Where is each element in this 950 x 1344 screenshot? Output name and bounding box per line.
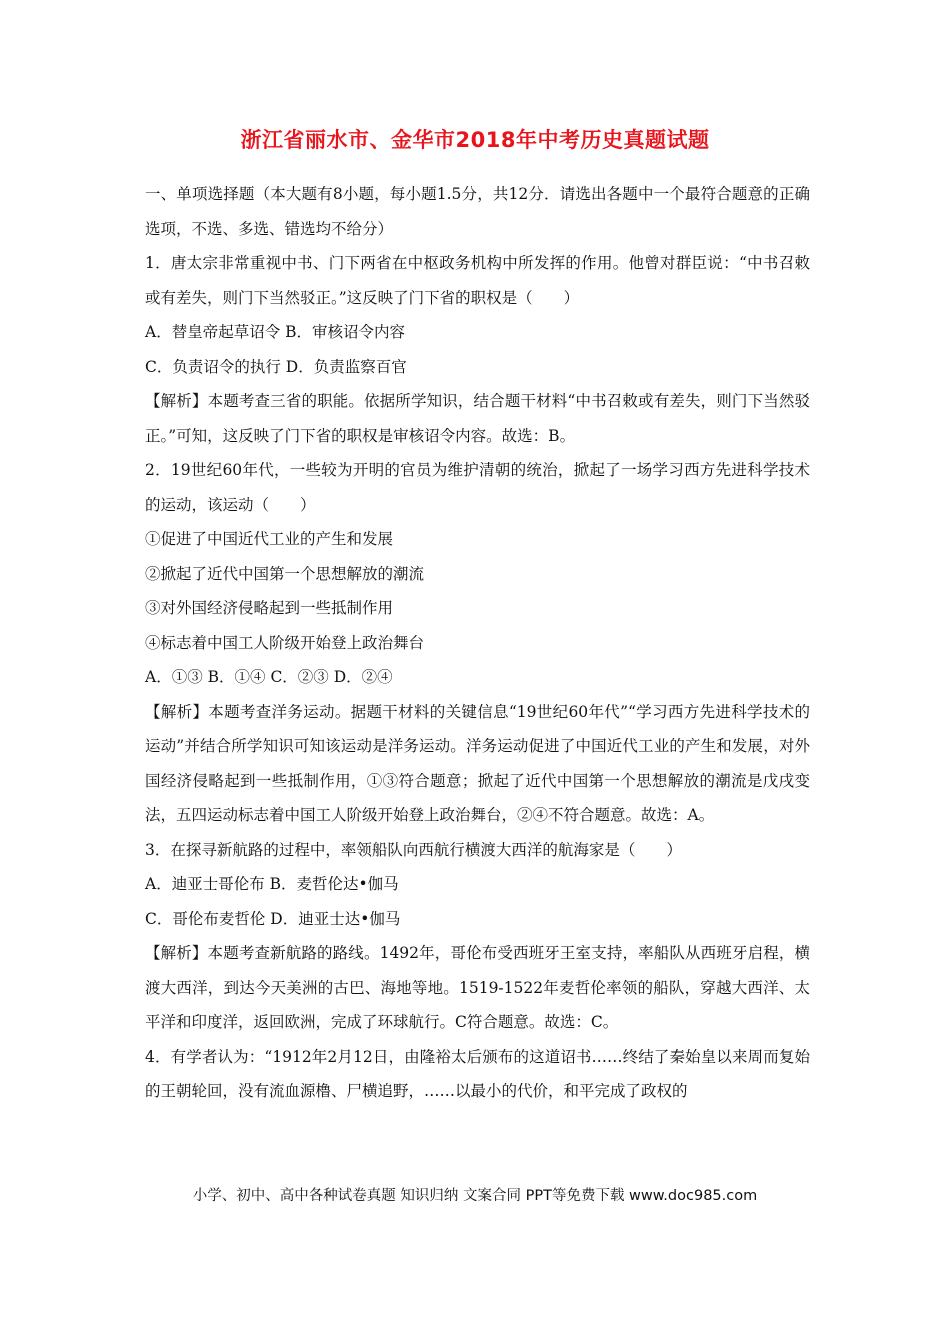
question-3-analysis: 【解析】本题考查新航路的路线。1492年，哥伦布受西班牙王室支持，率船队从西班牙启程，横渡大西洋，到达今天美洲的古巴、海地等地。1519-1522年麦哲伦率领的船队，穿越大西洋、太平洋和印度洋，返回欧洲，完成了环球航行。C符合题意。故选：C。 [145,944,810,1031]
question-1-options-cd: C．负责诏令的执行 D．负责监察百官 [145,357,407,376]
question-1-analysis: 【解析】本题考查三省的职能。依据所学知识，结合题干材料“中书召敕或有差失，则门下当然驳正。”可知，这反映了门下省的职权是审核诏令内容。故选：B。 [145,392,810,445]
question-2-statement-3: ③对外国经济侵略起到一些抵制作用 [145,599,394,617]
question-1: 1．唐太宗非常重视中书、门下两省在中枢政务机构中所发挥的作用。他曾对群臣说：“中书召敕或有差失，则门下当然驳正。”这反映了门下省的职权是（ ） [145,254,810,307]
question-2-statement-1: ①促进了中国近代工业的产生和发展 [145,530,394,548]
document-body [145,177,810,1109]
question-3: 3．在探寻新航路的过程中，率领船队向西航行横渡大西洋的航海家是（ ） [145,840,682,859]
question-3-options-ab: A．迪亚士哥伦布 B．麦哲伦达•伽马 [145,875,399,893]
question-2-options: A．①③ B．①④ C．②③ D．②④ [145,668,393,686]
question-2-analysis: 【解析】本题考查洋务运动。据题干材料的关键信息“19世纪60年代”“学习西方先进科学技术的运动”并结合所学知识可知该运动是洋务运动。洋务运动促进了中国近代工业的产生和发展，对外国经济侵略起到一些抵制作用，①③符合题意；掀起了近代中国第一个思想解放的潮流是戊戌变法，五四运动标志着中国工人阶级开始登上政治舞台，②④不符合题意。故选：A。 [145,702,810,824]
question-4: 4．有学者认为：“1912年2月12日，由隆裕太后颁布的这道诏书……终结了秦始皇以来周而复始的王朝轮回，没有流血源橹、尸横追野，……以最小的代价，和平完成了政权的 [145,1047,810,1100]
question-3-options-cd: C．哥伦布麦哲伦 D．迪亚士达•伽马 [145,909,401,928]
question-1-options-ab: A．替皇帝起草诏令 B．审核诏令内容 [145,323,406,341]
section-heading: 一、单项选择题（本大题有8小题，每小题1.5分，共12分．请选出各题中一个最符合题意的正确选项，不选、多选、错选均不给分） [145,185,810,238]
question-2-statement-2: ②掀起了近代中国第一个思想解放的潮流 [145,564,425,583]
page-footer: 小学、初中、高中各种试卷真题 知识归纳 文案合同 PPT等免费下载 www.doc985.com [192,1188,758,1204]
question-2: 2．19世纪60年代，一些较为开明的官员为维护清朝的统治，掀起了一场学习西方先进科学技术的运动，该运动（ ） [145,461,810,514]
question-2-statement-4: ④标志着中国工人阶级开始登上政治舞台 [145,633,425,652]
document-title: 浙江省丽水市、金华市2018年中考历史真题试题 [240,128,710,152]
